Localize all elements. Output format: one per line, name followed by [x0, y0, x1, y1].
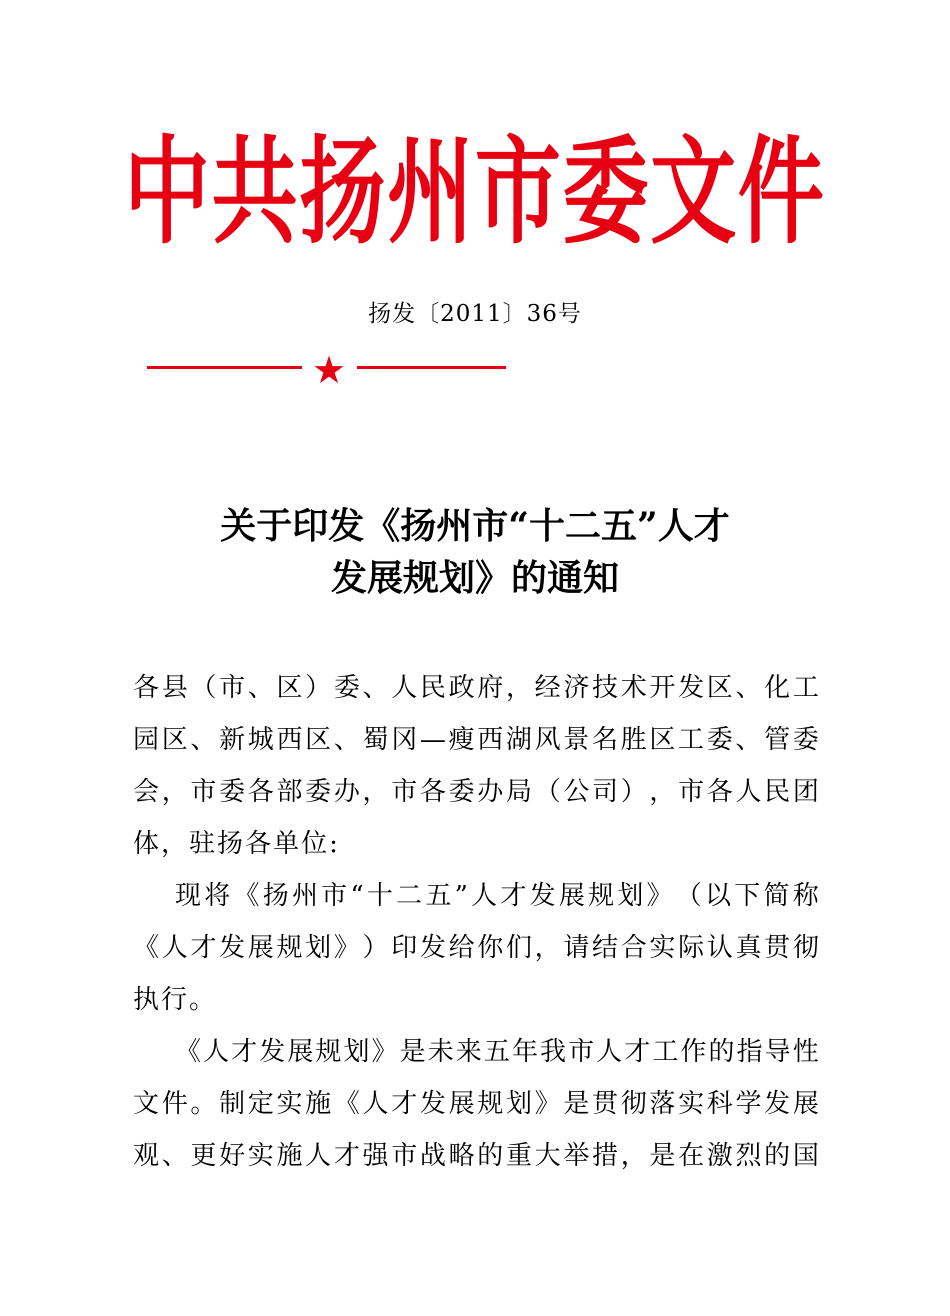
- body-line: 《 人 才 发 展 规 划 》 是 未 来 五 年 我 市 人 才 工 作 的 指 导 性: [175, 1037, 819, 1067]
- body-line: 各 县 （ 市 、 区 ） 委 、 人 民 政 府 ， 经 济 技 术 开 发 区 、 化 工: [133, 673, 819, 703]
- body-line: 园 区 、 新 城 西 区 、 蜀 冈 — 瘦 西 湖 风 景 名 胜 区 工 委 、 管 委: [133, 725, 819, 755]
- red-divider-left: [147, 366, 302, 369]
- masthead-title: [124, 125, 824, 261]
- masthead-char: 件: [737, 125, 824, 261]
- body-line: 会 ， 市 委 各 部 委 办 ， 市 各 委 办 局 （ 公 司 ） ， 市 各 人 民 团: [133, 777, 819, 807]
- notice-title-line-1: 关于印发《扬州市“十二五”人才: [220, 505, 730, 547]
- notice-body: [133, 662, 819, 1182]
- masthead-char: 委: [562, 125, 649, 261]
- notice-title-line-2: 发展规划》的通知: [330, 557, 619, 599]
- star-icon: ★: [311, 348, 347, 392]
- masthead-char: 扬: [299, 125, 386, 261]
- body-line: 文 件 。 制 定 实 施 《 人 才 发 展 规 划 》 是 贯 彻 落 实 科 学 发 展: [133, 1089, 819, 1119]
- masthead-char: 中: [124, 125, 210, 261]
- body-line: 《 人 才 发 展 规 划 》 ） 印 发 给 你 们 ， 请 结 合 实 际 认 真 贯 彻: [133, 933, 819, 963]
- masthead-char: 州: [387, 125, 474, 261]
- document-number: 扬发〔2011〕36号: [368, 301, 582, 327]
- body-line: 执 行 。: [133, 985, 216, 1015]
- masthead-char: 文: [650, 125, 737, 261]
- masthead-char: 共: [211, 125, 298, 261]
- masthead-char: 市: [474, 125, 561, 261]
- body-line: 观 、 更 好 实 施 人 才 强 市 战 略 的 重 大 举 措 ， 是 在 激 烈 的 国: [133, 1141, 819, 1171]
- body-line: 现 将 《 扬 州 市 “ 十 二 五 ” 人 才 发 展 规 划 》 （ 以 下 简 称: [175, 881, 819, 911]
- body-line: 体 ， 驻 扬 各 单 位 :: [133, 829, 338, 859]
- red-divider-right: [357, 366, 506, 369]
